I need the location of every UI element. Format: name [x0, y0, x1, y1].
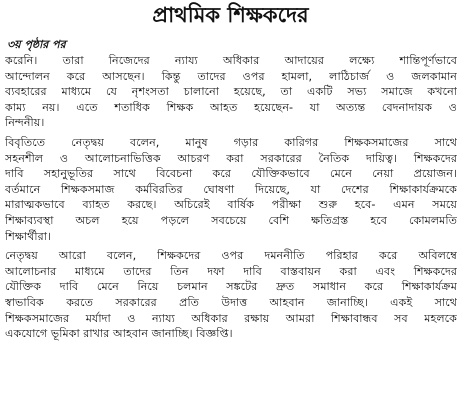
text-line: আন্দোলন করে আসছেন। কিন্তু তাদের ওপর হামলা, লাঠিচার্জ ও জলকামান — [5, 69, 457, 83]
continuation-note: ৩য় পৃষ্ঠার পর — [7, 38, 66, 51]
text-line: করেনি। তারা নিজেদের ন্যায্য অধিকার আদায়ের লক্ষ্যে শান্তিপূর্ণভাবে — [5, 54, 457, 67]
text-line: স্বাভাবিক করতে সরকারের প্রতি উদাত্ত আহবান জানাচ্ছি। একই সাথে — [5, 295, 457, 309]
paragraph-3 — [5, 248, 457, 342]
text-line: বর্তমানে শিক্ষকসমাজ কর্মবিরতির ঘোষণা দিয়েছে, যা দেশের শিক্ষাকার্যক্রমকে — [5, 182, 457, 196]
text-line: নিন্দনীয়। — [5, 116, 45, 130]
text-line: আলোচনার মাধ্যমে তাদের তিন দফা দাবি বাস্তবায়ন করা এবং শিক্ষকদের — [5, 264, 457, 278]
text-line: শিক্ষকসমাজের মর্যাদা ও ন্যায্য অধিকার রক্ষায় আমরা শিক্ষাবান্ধব সব মহলকে — [5, 311, 457, 325]
text-line: দাবি সহানুভূতির সাথে বিবেচনা করে যৌক্তিকভাবে মেনে নেয়া প্রয়োজন। — [5, 167, 457, 181]
paragraph-2 — [5, 135, 457, 244]
text-line: শিক্ষার্থীরা। — [5, 229, 51, 243]
text-line: একযোগে ভূমিকা রাখার আহবান জানাচ্ছি। বিজ্ঞপ্তি। — [5, 327, 233, 341]
text-line: ব্যবহারের মাধ্যমে যে নৃশংসতা চালানো হয়েছে, তা একটি সভ্য সমাজে কখনো — [5, 85, 457, 99]
text-line: মারাত্মকভাবে ব্যাহত করছে। অচিরেই বার্ষিক পরীক্ষা শুরু হবে- এমন সময়ে — [5, 198, 457, 212]
article-body — [5, 37, 457, 346]
paragraph-1 — [5, 53, 457, 131]
text-line: সহনশীল ও আলোচনাভিত্তিক আচরণ করা সরকারের নৈতিক দায়িত্ব। শিক্ষকদের — [5, 151, 457, 165]
text-line: শিক্ষাব্যবস্থা অচল হয়ে পড়লে সবচেয়ে বেশি ক্ষতিগ্রস্ত হবে কোমলমতি — [5, 213, 457, 227]
headline: প্রাথমিক শিক্ষকদের — [152, 3, 309, 27]
text-line: কাম্য নয়। এতে শতাধিক শিক্ষক আহত হয়েছেন- যা অত্যন্ত বেদনাদায়ক ও — [5, 100, 457, 114]
text-line: নেতৃদ্বয় আরো বলেন, শিক্ষকদের ওপর দমননীতি পরিহার করে অবিলম্বে — [5, 249, 457, 263]
text-line: বিবৃতিতে নেতৃদ্বয় বলেন, মানুষ গড়ার কারিগর শিক্ষকসমাজের সাথে — [5, 135, 457, 149]
text-line: যৌক্তিক দাবি মেনে নিয়ে চলমান সঙ্কটের দ্রুত সমাধান করে শিক্ষাকার্যক্রম — [5, 280, 457, 294]
